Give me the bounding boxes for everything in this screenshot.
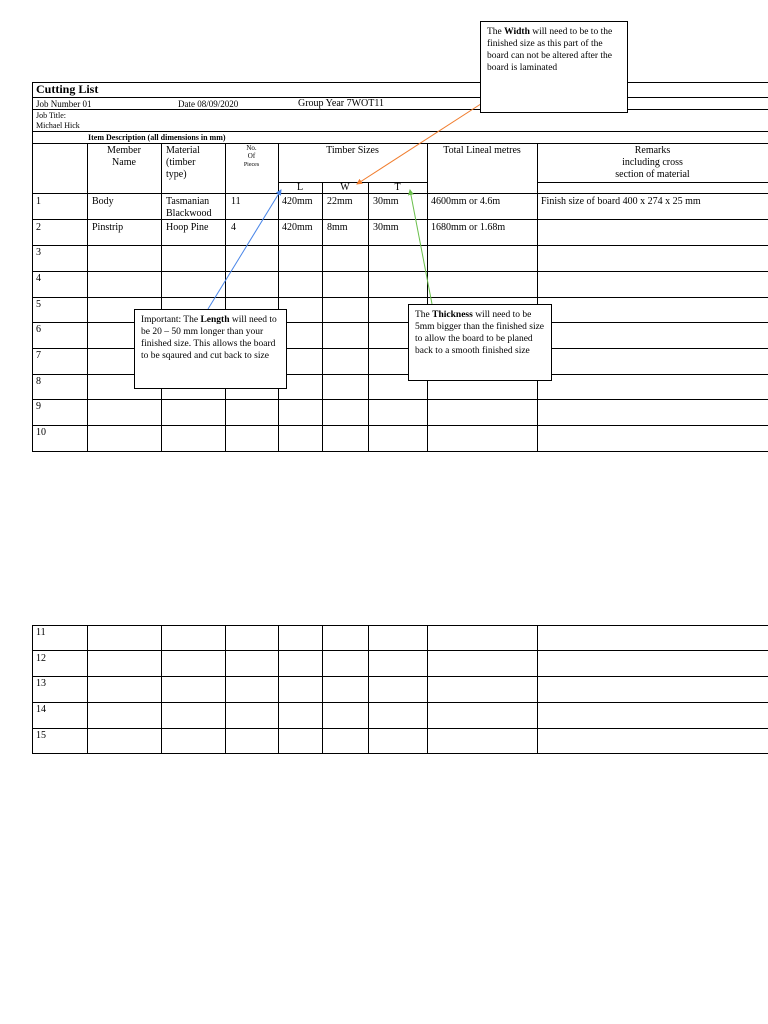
date: Date 08/09/2020	[178, 99, 239, 109]
col-length: L	[296, 182, 304, 193]
pieces: 4	[231, 222, 236, 233]
note-text: will need to be 5mm bigger than the finished size to allow the board to be planed back to a smooth finished size	[415, 310, 545, 356]
col-material: Material	[166, 145, 200, 156]
row-number: 8	[36, 376, 41, 387]
length-note	[134, 309, 287, 389]
col-remarks: including cross	[622, 157, 683, 168]
job-title-value: Michael Hick	[36, 121, 80, 130]
col-member-name: Name	[112, 157, 136, 168]
col-material: type)	[166, 169, 187, 180]
note-keyword: Thickness	[432, 310, 473, 320]
total-lineal: 1680mm or 1.68m	[431, 222, 506, 233]
row-number: 10	[36, 427, 46, 438]
width-note	[480, 21, 628, 113]
row-number: 12	[36, 653, 46, 664]
total-lineal: 4600mm or 4.6m	[431, 196, 501, 207]
length-arrow	[208, 190, 281, 309]
col-pieces: Pieces	[243, 162, 260, 168]
row-number: 3	[36, 247, 41, 258]
length: 420mm	[282, 196, 313, 207]
col-timber-sizes: Timber Sizes	[326, 145, 379, 156]
thickness: 30mm	[373, 196, 399, 207]
col-pieces: No.	[246, 144, 257, 152]
col-remarks: Remarks	[634, 145, 671, 156]
member-name: Pinstrip	[92, 222, 124, 233]
length: 420mm	[282, 222, 313, 233]
note-text: The	[415, 310, 433, 320]
note-keyword: Length	[200, 315, 230, 325]
job-title-label: Job Title:	[36, 111, 67, 120]
note-text: will need to be to the finished size as this part of the board can not be altered after the board is laminated	[487, 27, 613, 73]
group: Group Year 7WOT11	[298, 98, 385, 109]
col-width: W	[340, 182, 350, 193]
pieces: 11	[231, 196, 241, 207]
thickness-note	[408, 304, 552, 381]
row-number: 1	[36, 196, 41, 207]
material: Tasmanian	[166, 196, 210, 207]
thickness-arrow	[410, 190, 432, 304]
note-keyword: Width	[504, 27, 530, 37]
material: Hoop Pine	[166, 222, 209, 233]
col-total-lineal: Total Lineal metres	[443, 145, 521, 156]
row-number: 4	[36, 273, 41, 284]
row-number: 7	[36, 350, 41, 361]
width: 22mm	[327, 196, 353, 207]
row-number: 11	[36, 627, 46, 638]
col-pieces: Of	[247, 152, 256, 160]
member-name: Body	[92, 196, 114, 207]
col-thickness: T	[394, 182, 401, 193]
row-number: 15	[36, 730, 46, 741]
item-description: Item Description (all dimensions in mm)	[88, 133, 226, 142]
col-material: (timber	[166, 157, 196, 168]
row-number: 6	[36, 324, 41, 335]
thickness: 30mm	[373, 222, 399, 233]
row-number: 2	[36, 222, 41, 233]
col-member-name: Member	[107, 145, 141, 156]
page-title: Cutting List	[36, 82, 99, 96]
width-arrow	[357, 100, 487, 184]
note-text: will need to be 20 – 50 mm longer than your finished size. This allows the board to be sqaured and cut back to size	[141, 315, 277, 361]
row-number: 9	[36, 401, 41, 412]
col-remarks: section of material	[615, 169, 690, 180]
row-number: 13	[36, 678, 46, 689]
row-number: 14	[36, 704, 46, 715]
width: 8mm	[327, 222, 348, 233]
job-number: Job Number 01	[36, 99, 92, 109]
note-text: The	[487, 27, 505, 37]
remarks: Finish size of board 400 x 274 x 25 mm	[541, 196, 701, 207]
material: Blackwood	[166, 208, 212, 219]
note-text: Important: The	[141, 315, 201, 325]
row-number: 5	[36, 299, 41, 310]
